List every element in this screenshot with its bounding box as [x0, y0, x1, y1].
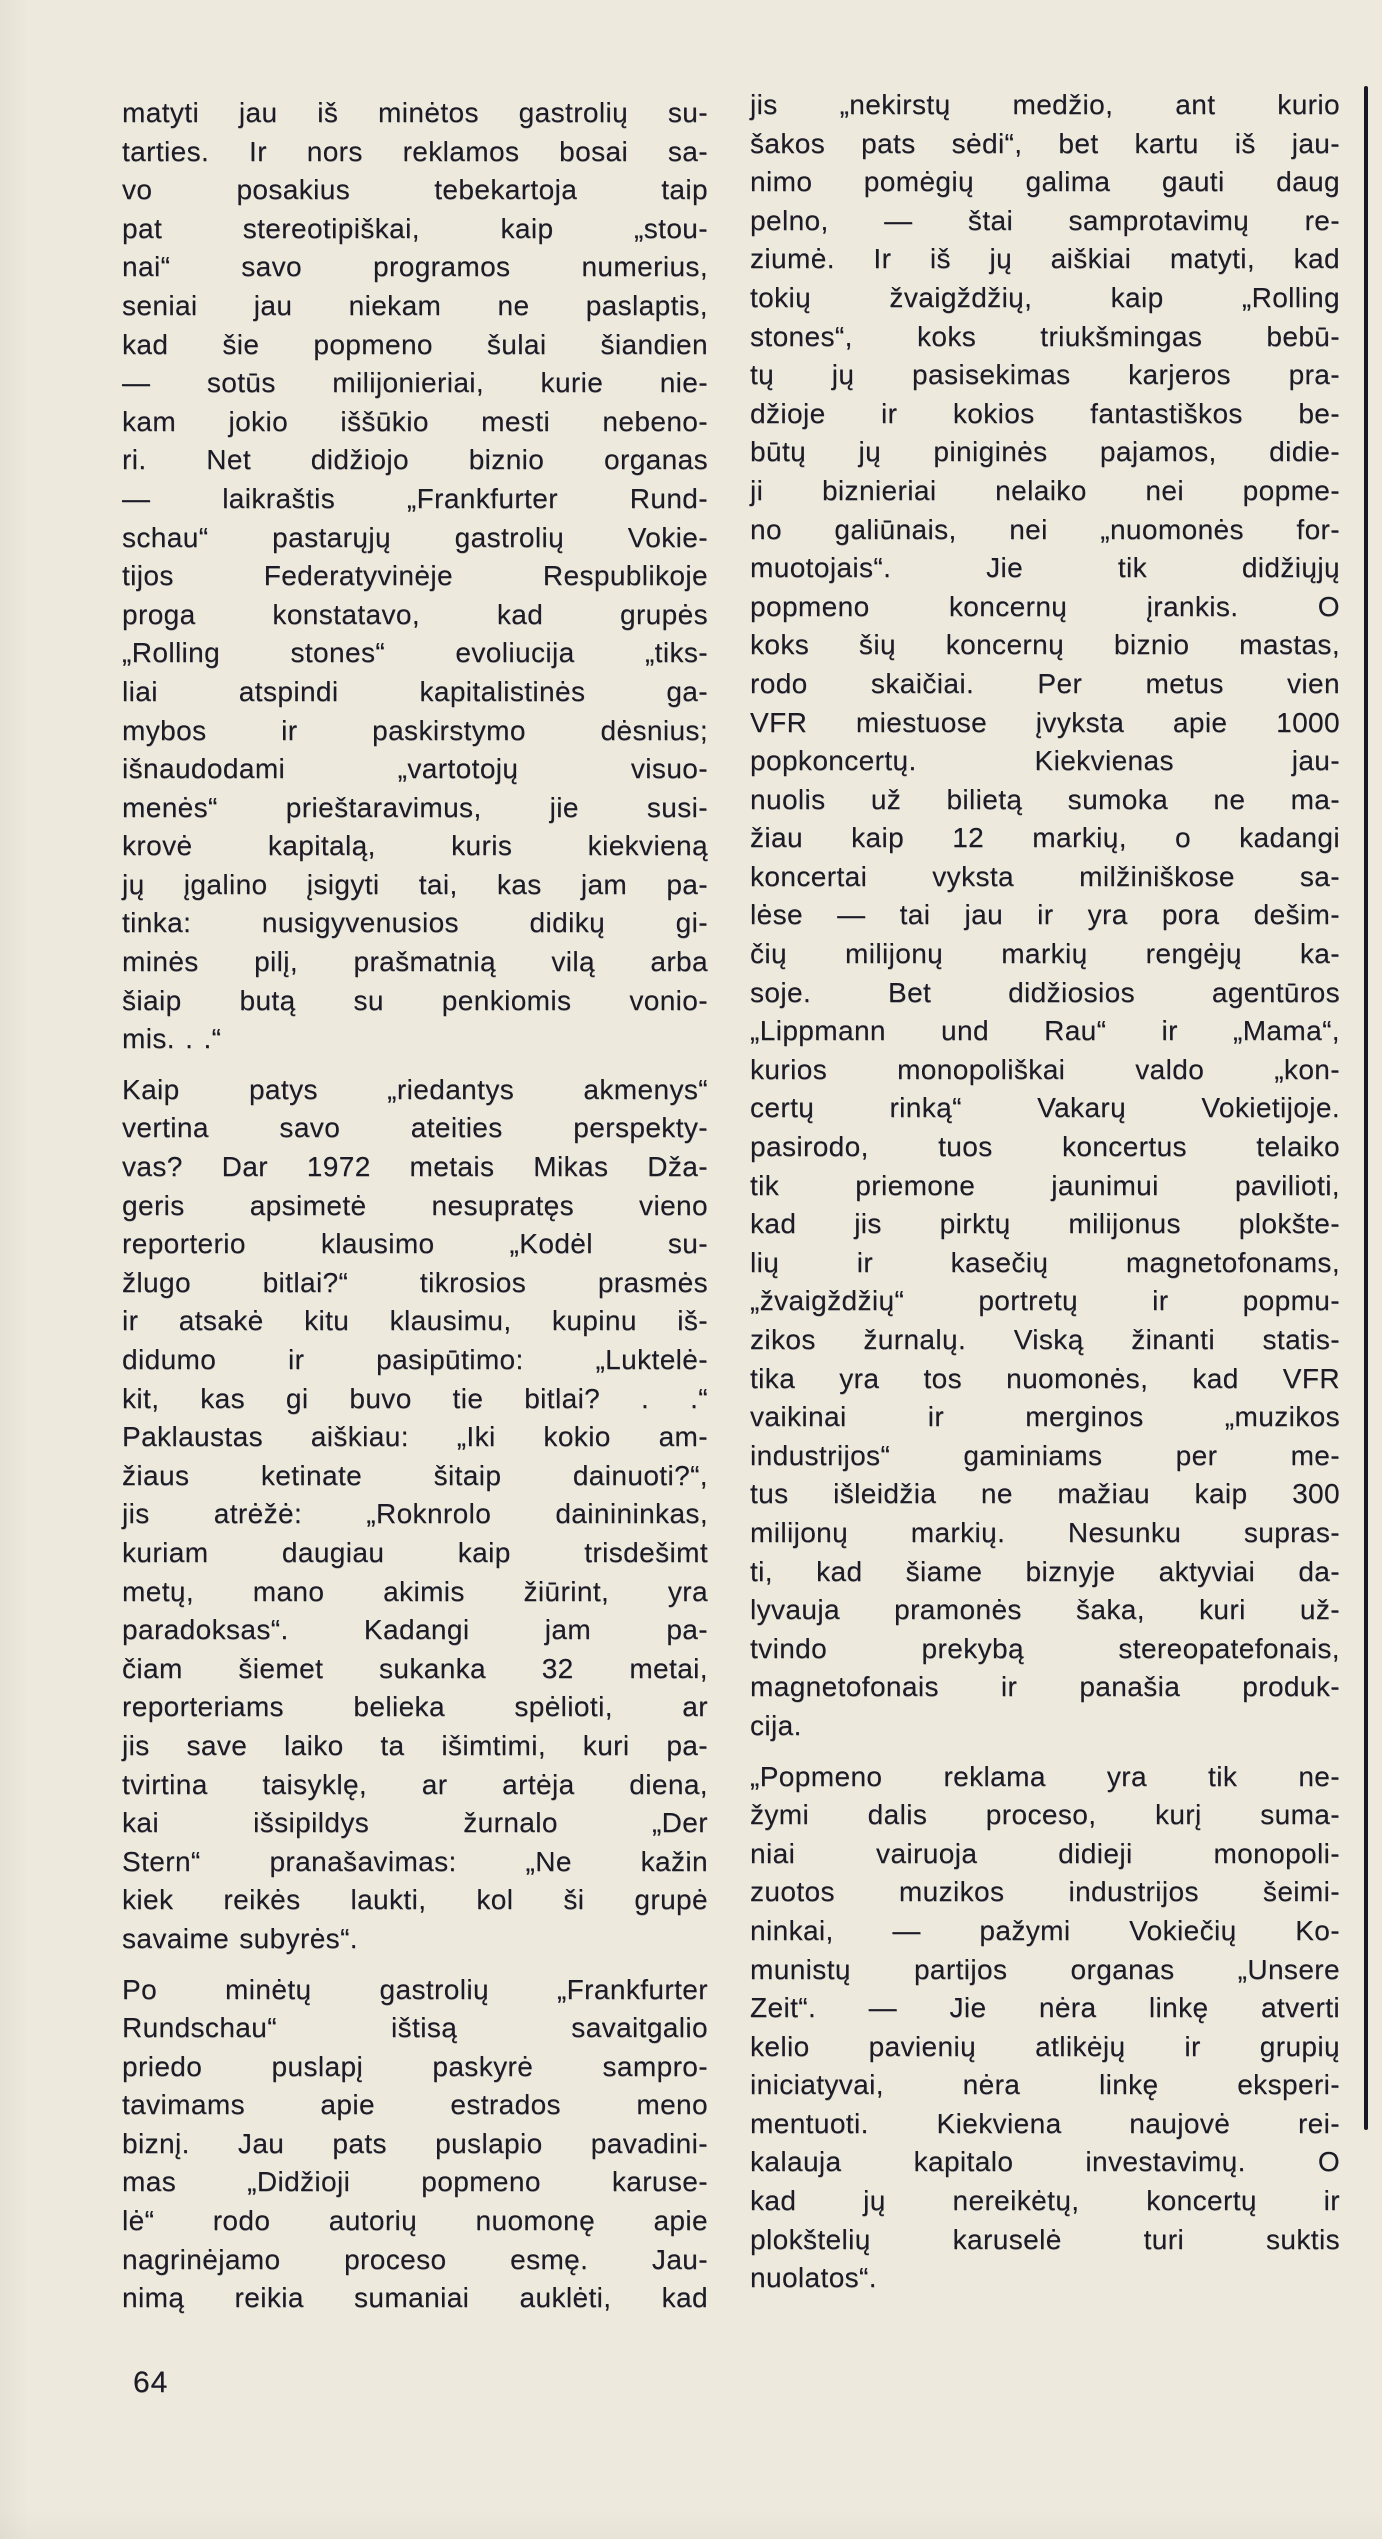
text-line: soje. Bet didžiosios agentūros	[750, 976, 1340, 1008]
text-line: menės“ prieštaravimus, jie susi-	[122, 791, 708, 823]
text-line: rodo skaičiai. Per metus vien	[750, 667, 1340, 699]
text-line: popmeno koncernų įrankis. O	[750, 590, 1340, 622]
text-line: čiam šiemet sukanka 32 metai,	[122, 1652, 708, 1684]
text-line: jis save laiko ta išimtimi, kuri pa-	[122, 1729, 708, 1761]
page-number: 64	[133, 2366, 169, 2399]
text-line: tika yra tos nuomonės, kad VFR	[750, 1362, 1340, 1394]
text-line: certų rinką“ Vakarų Vokietijoje.	[750, 1092, 1340, 1124]
text-line: — laikraštis „Frankfurter Rund-	[122, 482, 708, 514]
text-line: nuolatos“.	[750, 2262, 877, 2294]
text-line: ninkai, — pažymi Vokiečių Ko-	[750, 1914, 1340, 1946]
text-line: žiaus ketinate šitaip dainuoti?“,	[122, 1459, 708, 1491]
text-line: ji biznieriai nelaiko nei popme-	[750, 474, 1340, 506]
text-line: VFR miestuose įvyksta apie 1000	[750, 706, 1340, 738]
text-line: metų, mano akimis žiūrint, yra	[122, 1575, 708, 1607]
text-line: kelio pavienių atlikėjų ir grupių	[750, 2030, 1340, 2062]
left-text-column	[122, 94, 708, 2318]
text-line: — sotūs milijonieriai, kurie nie-	[122, 367, 708, 399]
text-line: proga konstatavo, kad grupės	[122, 598, 708, 630]
text-line: pat stereotipiškai, kaip „stou-	[122, 212, 708, 244]
text-line: vas? Dar 1972 metais Mikas Dža-	[122, 1151, 708, 1183]
text-line: Po minėtų gastrolių „Frankfurter	[122, 1973, 708, 2005]
text-line: džioje ir kokios fantastiškos be-	[750, 397, 1340, 429]
text-line: reporterio klausimo „Kodėl su-	[122, 1228, 708, 1260]
text-line: seniai jau niekam ne paslaptis,	[122, 289, 708, 321]
text-line: lių ir kasečių magnetofonams,	[750, 1246, 1340, 1278]
text-line: kad jis pirktų milijonus plokšte-	[750, 1208, 1340, 1240]
text-line: tik priemone jaunimui pavilioti,	[750, 1169, 1340, 1201]
text-line: savaime subyrės“.	[122, 1922, 358, 1954]
text-line: žlugo bitlai?“ tikrosios prasmės	[122, 1266, 708, 1298]
text-line: ti, kad šiame biznyje aktyviai da-	[750, 1555, 1340, 1587]
text-line: kurios monopoliškai valdo „kon-	[750, 1053, 1340, 1085]
text-line: reporteriams belieka spėlioti, ar	[122, 1691, 708, 1723]
text-line: Rundschau“ ištisą savaitgalio	[122, 2012, 708, 2044]
text-line: „žvaigždžių“ portretų ir popmu-	[750, 1285, 1340, 1317]
text-line: šiaip butą su penkiomis vonio-	[122, 984, 708, 1016]
text-line: tų jų pasisekimas karjeros pra-	[750, 359, 1340, 391]
text-line: tavimams apie estrados meno	[122, 2089, 708, 2121]
paragraph	[122, 94, 708, 1059]
text-line: magnetofonais ir panašia produk-	[750, 1671, 1340, 1703]
text-line: iniciatyvai, nėra linkę eksperi-	[750, 2069, 1340, 2101]
text-line: liai atspindi kapitalistinės ga-	[122, 675, 708, 707]
text-line: jų įgalino įsigyti tai, kas jam pa-	[122, 868, 708, 900]
text-line: didumo ir pasipūtimo: „Luktelė-	[122, 1344, 708, 1375]
text-line: tarties. Ir nors reklamos bosai sa-	[122, 135, 708, 167]
text-line: tvirtina taisyklę, ar artėja diena,	[122, 1768, 708, 1800]
text-line: Stern“ pranašavimas: „Ne kažin	[122, 1845, 708, 1877]
text-line: ir atsakė kitu klausimu, kupinu iš-	[122, 1305, 708, 1337]
text-line: būtų jų piniginės pajamos, didie-	[750, 436, 1340, 468]
text-line: nagrinėjamo proceso esmę. Jau-	[122, 2243, 708, 2275]
text-line: kiek reikės laukti, kol ši grupė	[122, 1884, 708, 1916]
text-line: popkoncertų. Kiekvienas jau-	[750, 745, 1340, 777]
text-line: tijos Federatyvinėje Respublikoje	[122, 560, 708, 592]
text-line: mas „Didžioji popmeno karuse-	[122, 2166, 708, 2198]
text-line: jis atrėžė: „Roknrolo dainininkas,	[122, 1498, 708, 1530]
text-line: čių milijonų markių rengėjų ka-	[750, 938, 1340, 970]
text-line: kai išsipildys žurnalo „Der	[122, 1807, 708, 1839]
text-line: nimą reikia sumaniai auklėti, kad	[122, 2282, 708, 2314]
text-line: koncertai vyksta milžiniškose sa-	[750, 860, 1340, 892]
text-line: kuriam daugiau kaip trisdešimt	[122, 1536, 708, 1568]
text-line: zikos žurnalų. Viską žinanti statis-	[750, 1324, 1340, 1355]
text-line: stones“, koks triukšmingas bebū-	[750, 320, 1340, 352]
text-line: tus išleidžia ne mažiau kaip 300	[750, 1478, 1340, 1510]
right-edge-rule	[1364, 86, 1368, 2130]
right-text-column	[750, 86, 1340, 2298]
text-line: matyti jau iš minėtos gastrolių su-	[122, 97, 708, 128]
text-line: vaikinai ir merginos „muzikos	[750, 1401, 1340, 1433]
text-line: lėse — tai jau ir yra pora dešim-	[750, 899, 1340, 931]
text-line: Paklaustas aiškiau: „Iki kokio am-	[122, 1421, 708, 1453]
text-line: jis „nekirstų medžio, ant kurio	[750, 89, 1340, 120]
paragraph	[122, 1971, 708, 2318]
text-line: tinka: nusigyvenusios didikų gi-	[122, 907, 708, 939]
text-line: schau“ pastarųjų gastrolių Vokie-	[122, 521, 708, 553]
text-line: biznį. Jau pats puslapio pavadini-	[122, 2127, 708, 2159]
text-line: „Popmeno reklama yra tik ne-	[750, 1760, 1340, 1792]
text-line: nimo pomėgių galima gauti daug	[750, 166, 1340, 198]
text-line: industrijos“ gaminiams per me-	[750, 1439, 1340, 1471]
text-line: zuotos muzikos industrijos šeimi-	[750, 1876, 1340, 1908]
text-line: kam jokio iššūkio mesti nebeno-	[122, 405, 708, 437]
text-line: kad jų nereikėtų, koncertų ir	[750, 2185, 1340, 2217]
text-line: lė“ rodo autorių nuomonę apie	[122, 2205, 708, 2237]
text-line: ziumė. Ir iš jų aiškiai matyti, kad	[750, 243, 1340, 275]
text-line: mybos ir paskirstymo dėsnius;	[122, 714, 708, 746]
text-line: milijonų markių. Nesunku supras-	[750, 1516, 1340, 1548]
text-line: „Rolling stones“ evoliucija „tiks-	[122, 637, 708, 669]
text-line: kalauja kapitalo investavimų. O	[750, 2146, 1340, 2178]
text-line: paradoksas“. Kadangi jam pa-	[122, 1614, 708, 1646]
text-line: munistų partijos organas „Unsere	[750, 1953, 1340, 1985]
text-line: mentuoti. Kiekviena naujovė rei-	[750, 2107, 1340, 2139]
text-line: nai“ savo programos numerius,	[122, 251, 708, 283]
text-line: plokštelių karuselė turi suktis	[750, 2223, 1340, 2255]
text-line: tvindo prekybą stereopatefonais,	[750, 1632, 1340, 1664]
text-line: kad šie popmeno šulai šiandien	[122, 328, 708, 360]
text-line: ri. Net didžiojo biznio organas	[122, 444, 708, 476]
text-line: išnaudodami „vartotojų visuo-	[122, 753, 708, 785]
paragraph	[122, 1071, 708, 1959]
text-line: nuolis už bilietą sumoka ne ma-	[750, 783, 1340, 815]
text-line: krovė kapitalą, kuris kiekvieną	[122, 830, 708, 862]
text-line: priedo puslapį paskyrė sampro-	[122, 2050, 708, 2082]
text-line: vo posakius tebekartoja taip	[122, 174, 708, 206]
text-line: niai vairuoja didieji monopoli-	[750, 1837, 1340, 1869]
text-line: Zeit“. — Jie nėra linkę atverti	[750, 1992, 1340, 2024]
text-line: lyvauja pramonės šaka, kuri už-	[750, 1594, 1340, 1626]
text-line: šakos pats sėdi“, bet kartu iš jau-	[750, 127, 1340, 159]
paragraph	[750, 86, 1340, 1746]
text-line: pasirodo, tuos koncertus telaiko	[750, 1131, 1340, 1163]
text-line: žiau kaip 12 markių, o kadangi	[750, 822, 1340, 854]
text-line: pelno, — štai samprotavimų re-	[750, 204, 1340, 236]
text-line: geris apsimetė nesupratęs vieno	[122, 1189, 708, 1221]
text-line: tokių žvaigždžių, kaip „Rolling	[750, 281, 1340, 313]
text-line: muotojais“. Jie tik didžiųjų	[750, 552, 1340, 584]
paragraph	[750, 1758, 1340, 2298]
text-line: no galiūnais, nei „nuomonės for-	[750, 513, 1340, 545]
text-line: minės pilį, prašmatnią vilą arba	[122, 946, 708, 978]
text-line: kit, kas gi buvo tie bitlai? . .“	[122, 1382, 708, 1414]
text-line: koks šių koncernų biznio mastas,	[750, 629, 1340, 661]
text-line: žymi dalis proceso, kurį suma-	[750, 1799, 1340, 1831]
text-line: „Lippmann und Rau“ ir „Mama“,	[750, 1015, 1340, 1047]
text-line: Kaip patys „riedantys akmenys“	[122, 1073, 708, 1105]
text-line: mis. . .“	[122, 1023, 222, 1055]
text-line: vertina savo ateities perspekty-	[122, 1112, 708, 1144]
text-line: cija.	[750, 1709, 802, 1741]
